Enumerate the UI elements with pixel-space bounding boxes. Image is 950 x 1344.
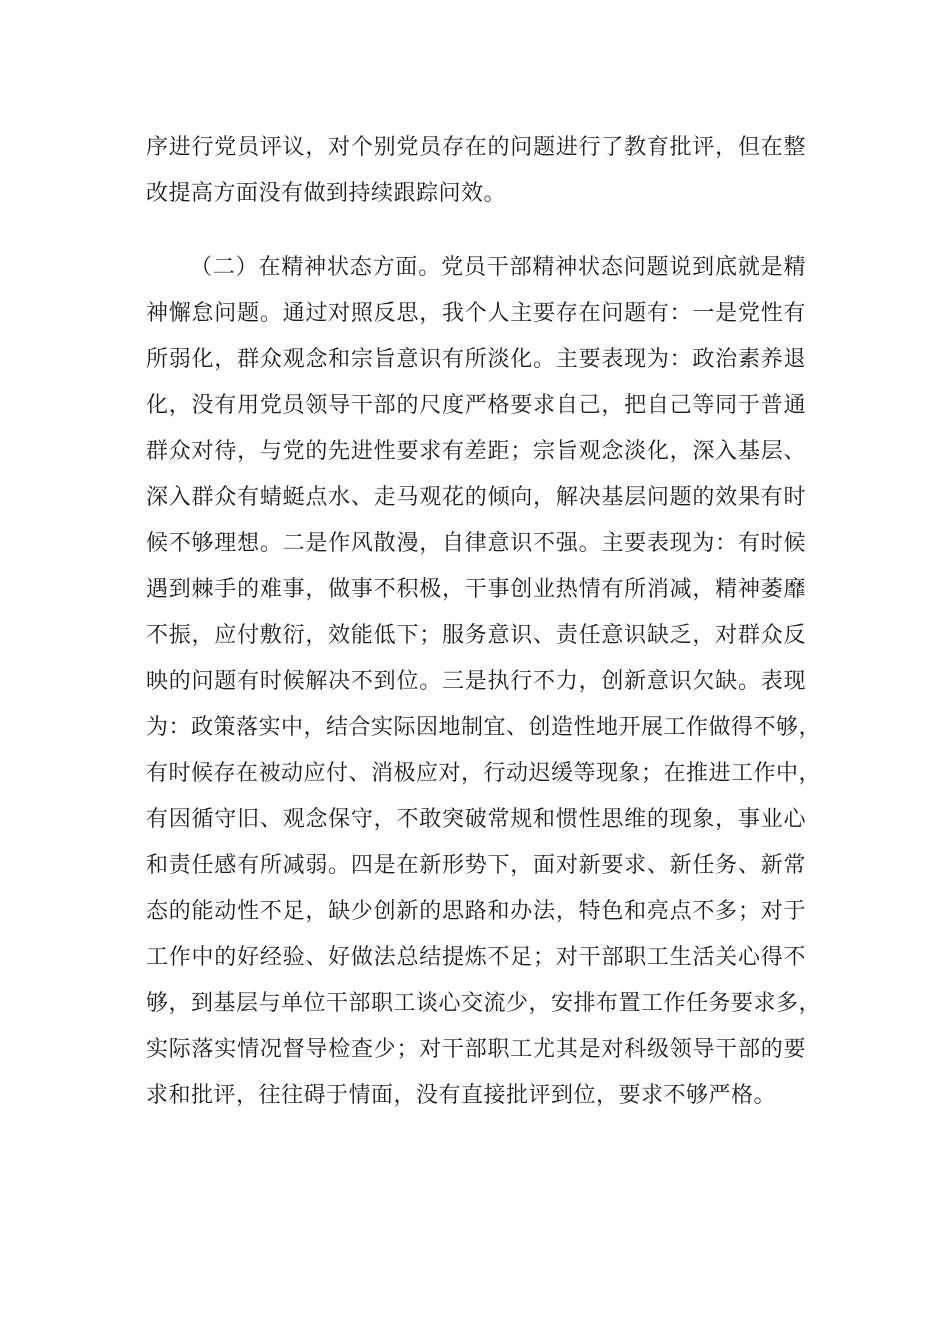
paragraph-line: 够，到基层与单位干部职工谈心交流少，安排布置工作任务要求多，: [146, 991, 822, 1016]
paragraph-line: 工作中的好经验、好做法总结提炼不足；对干部职工生活关心得不: [146, 945, 806, 970]
paragraph-line: 映的问题有时候解决不到位。三是执行不力，创新意识欠缺。表现: [146, 669, 806, 694]
paragraph-line: 化，没有用党员领导干部的尺度严格要求自己，把自己等同于普通: [146, 393, 806, 418]
paragraph-line: 实际落实情况督导检查少；对干部职工尤其是对科级领导干部的要: [146, 1037, 806, 1062]
paragraph-line: 候不够理想。二是作风散漫，自律意识不强。主要表现为：有时候: [146, 531, 806, 556]
paragraph-line: 有时候存在被动应付、消极应对，行动迟缓等现象；在推进工作中，: [146, 761, 822, 786]
paragraph-line: 改提高方面没有做到持续跟踪问效。: [146, 181, 507, 206]
paragraph-line: （二）在精神状态方面。党员干部精神状态问题说到底就是精: [190, 255, 806, 280]
paragraph-line: 深入群众有蜻蜓点水、走马观花的倾向，解决基层问题的效果有时: [146, 485, 806, 510]
paragraph-line: 和责任感有所减弱。四是在新形势下，面对新要求、新任务、新常: [146, 853, 806, 878]
paragraph-line: 有因循守旧、观念保守，不敢突破常规和惯性思维的现象，事业心: [146, 807, 806, 832]
paragraph-line: 所弱化，群众观念和宗旨意识有所淡化。主要表现为：政治素养退: [146, 347, 806, 372]
paragraph-line: 不振，应付敷衍，效能低下；服务意识、责任意识缺乏，对群众反: [146, 623, 806, 648]
paragraph-line: 为：政策落实中，结合实际因地制宜、创造性地开展工作做得不够，: [146, 715, 822, 740]
paragraph-spirit-state: [146, 245, 822, 1119]
paragraph-line: 神懈怠问题。通过对照反思，我个人主要存在问题有：一是党性有: [146, 301, 806, 326]
paragraph-line: 求和批评，往往碍于情面，没有直接批评到位，要求不够严格。: [146, 1083, 777, 1108]
paragraph-line: 序进行党员评议，对个别党员存在的问题进行了教育批评，但在整: [146, 135, 806, 160]
paragraph-line: 群众对待，与党的先进性要求有差距；宗旨观念淡化，深入基层、: [146, 439, 806, 464]
paragraph-continuation: [146, 125, 806, 217]
paragraph-line: 态的能动性不足，缺少创新的思路和办法，特色和亮点不多；对于: [146, 899, 806, 924]
paragraph-line: 遇到棘手的难事，做事不积极，干事创业热情有所消减，精神萎靡: [146, 577, 806, 602]
